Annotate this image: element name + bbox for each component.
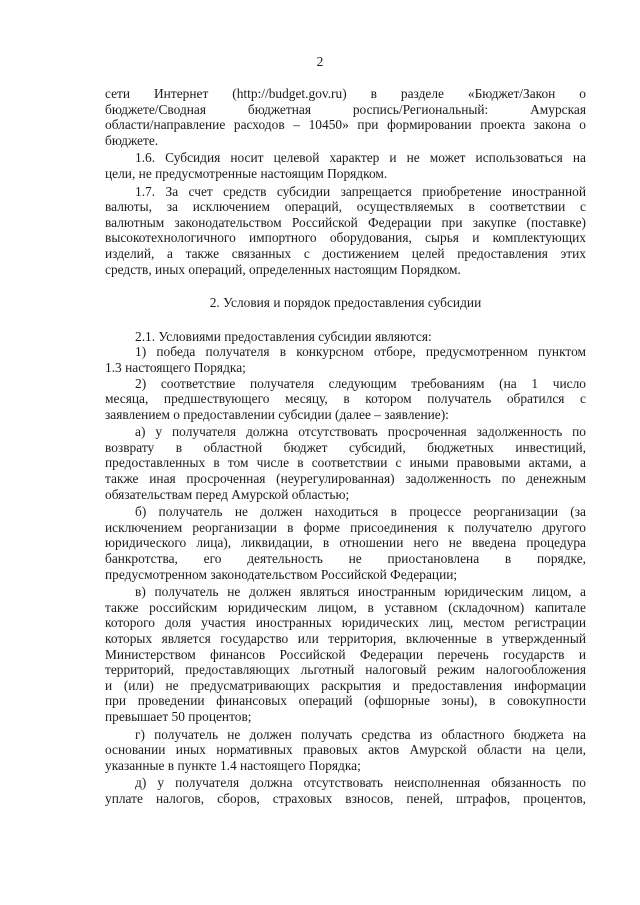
sub-item-a (105, 424, 586, 502)
text-line: бюджете/Сводная бюджетная роспись/Региональный: Амурская (105, 101, 586, 117)
sub-item-d (105, 775, 586, 806)
text-line: а) у получателя должна отсутствовать просроченная задолженность по (135, 424, 586, 440)
text-line: которого доля участия иностранных юридических лиц, местом регистрации (105, 615, 586, 631)
text-line: уплате налогов, сборов, страховых взносов, пеней, штрафов, процентов, (105, 790, 586, 806)
text-line: которых является государство или территория, включенные в утвержденный (105, 631, 586, 646)
list-item-2 (105, 376, 586, 423)
text-line: высокотехнологичного импортного оборудования, сырья и комплектующих (105, 230, 586, 246)
text-line: превышает 50 процентов; (105, 708, 252, 724)
sub-item-b (105, 504, 586, 582)
text-line: 1) победа получателя в конкурсном отборе, предусмотренном пунктом (135, 344, 586, 360)
text-line: в) получатель не должен являться иностранным юридическим лицом, а (135, 584, 586, 600)
paragraph-1-6 (105, 150, 586, 181)
text-line: б) получатель не должен находиться в процессе реорганизации (за (135, 504, 586, 520)
text-line: предоставленных в том числе в соответствии с иными правовыми актами, а (105, 455, 586, 471)
text-line: предусмотренном законодательством Российской Федерации; (105, 566, 458, 582)
text-line: также российским юридическим лицом, в уставном (складочном) капитале (105, 599, 586, 615)
text-line: основании иных нормативных правовых актов Амурской области на цели, (105, 742, 586, 758)
text-line: банкротства, его деятельность не приостановлена в порядке, (105, 551, 586, 567)
page-number: 2 (316, 54, 324, 69)
text-line: области/направление расходов – 10450» при формировании проекта закона о (105, 117, 586, 133)
text-line: указанные в пункте 1.4 настоящего Порядка; (105, 757, 361, 773)
text-line: возврату в областной бюджет субсидий, бюджетных инвестиций, (105, 439, 586, 455)
text-line: средств, иных операций, определенных настоящим Порядком. (105, 261, 461, 277)
text-line: месяца, предшествующего месяцу, в котором получатель обратился с (105, 391, 586, 407)
text-line: изделий, а также связанных с достижением целей предоставления этих (105, 245, 586, 261)
paragraph-2-1: 2.1. Условиями предоставления субсидии являются: (135, 328, 432, 344)
text-line: и (или) не предусматривающих раскрытия и предоставления информации (105, 677, 586, 693)
sub-item-v (105, 584, 586, 724)
text-line: валютным законодательством Российской Федерации при закупке (поставке) (105, 214, 586, 230)
text-line: 1.7. За счет средств субсидии запрещается приобретение иностранной (135, 183, 586, 199)
text-line: территорий, предоставляющих льготный налоговый режим налогообложения (105, 662, 586, 678)
text-line: исключением реорганизации в форме присоединения к получателю другого (105, 519, 586, 535)
text-line: д) у получателя должна отсутствовать неисполненная обязанность по (135, 775, 586, 791)
text-line: 2) соответствие получателя следующим требованиям (на 1 число (135, 375, 586, 391)
text-line: г) получатель не должен получать средства из областного бюджета на (135, 726, 586, 742)
sub-item-g (105, 727, 586, 774)
text-line: заявлением о предоставлении субсидии (далее – заявление): (105, 406, 449, 422)
text-line: также иная просроченная (неурегулированная) задолженность по денежным (105, 471, 586, 487)
text-line: Министерством финансов Российской Федерации перечень государств и (105, 646, 586, 662)
text-line: бюджете. (105, 132, 159, 148)
list-item-1 (105, 344, 586, 375)
text-line: обязательствам перед Амурской областью; (105, 486, 350, 502)
paragraph-intro (105, 86, 586, 148)
section-heading: 2. Условия и порядок предоставления субсидии (209, 295, 482, 311)
text-line: юридического лица), ликвидации, в отношении него не введена процедура (105, 535, 586, 551)
text-line: валюты, за исключением операций, осуществляемых в соответствии с (105, 199, 586, 215)
text-line: 1.3 настоящего Порядка; (105, 359, 246, 375)
text-line: сети Интернет (http://budget.gov.ru) в разделе «Бюджет/Закон о (105, 86, 586, 101)
text-line: 1.6. Субсидия носит целевой характер и не может использоваться на (135, 150, 586, 166)
document-body (105, 86, 586, 807)
text-line: цели, не предусмотренные настоящим Порядком. (105, 165, 388, 181)
paragraph-1-7 (105, 184, 586, 278)
text-line: при проведении финансовых операций (офшорные зоны), в совокупности (105, 693, 586, 709)
